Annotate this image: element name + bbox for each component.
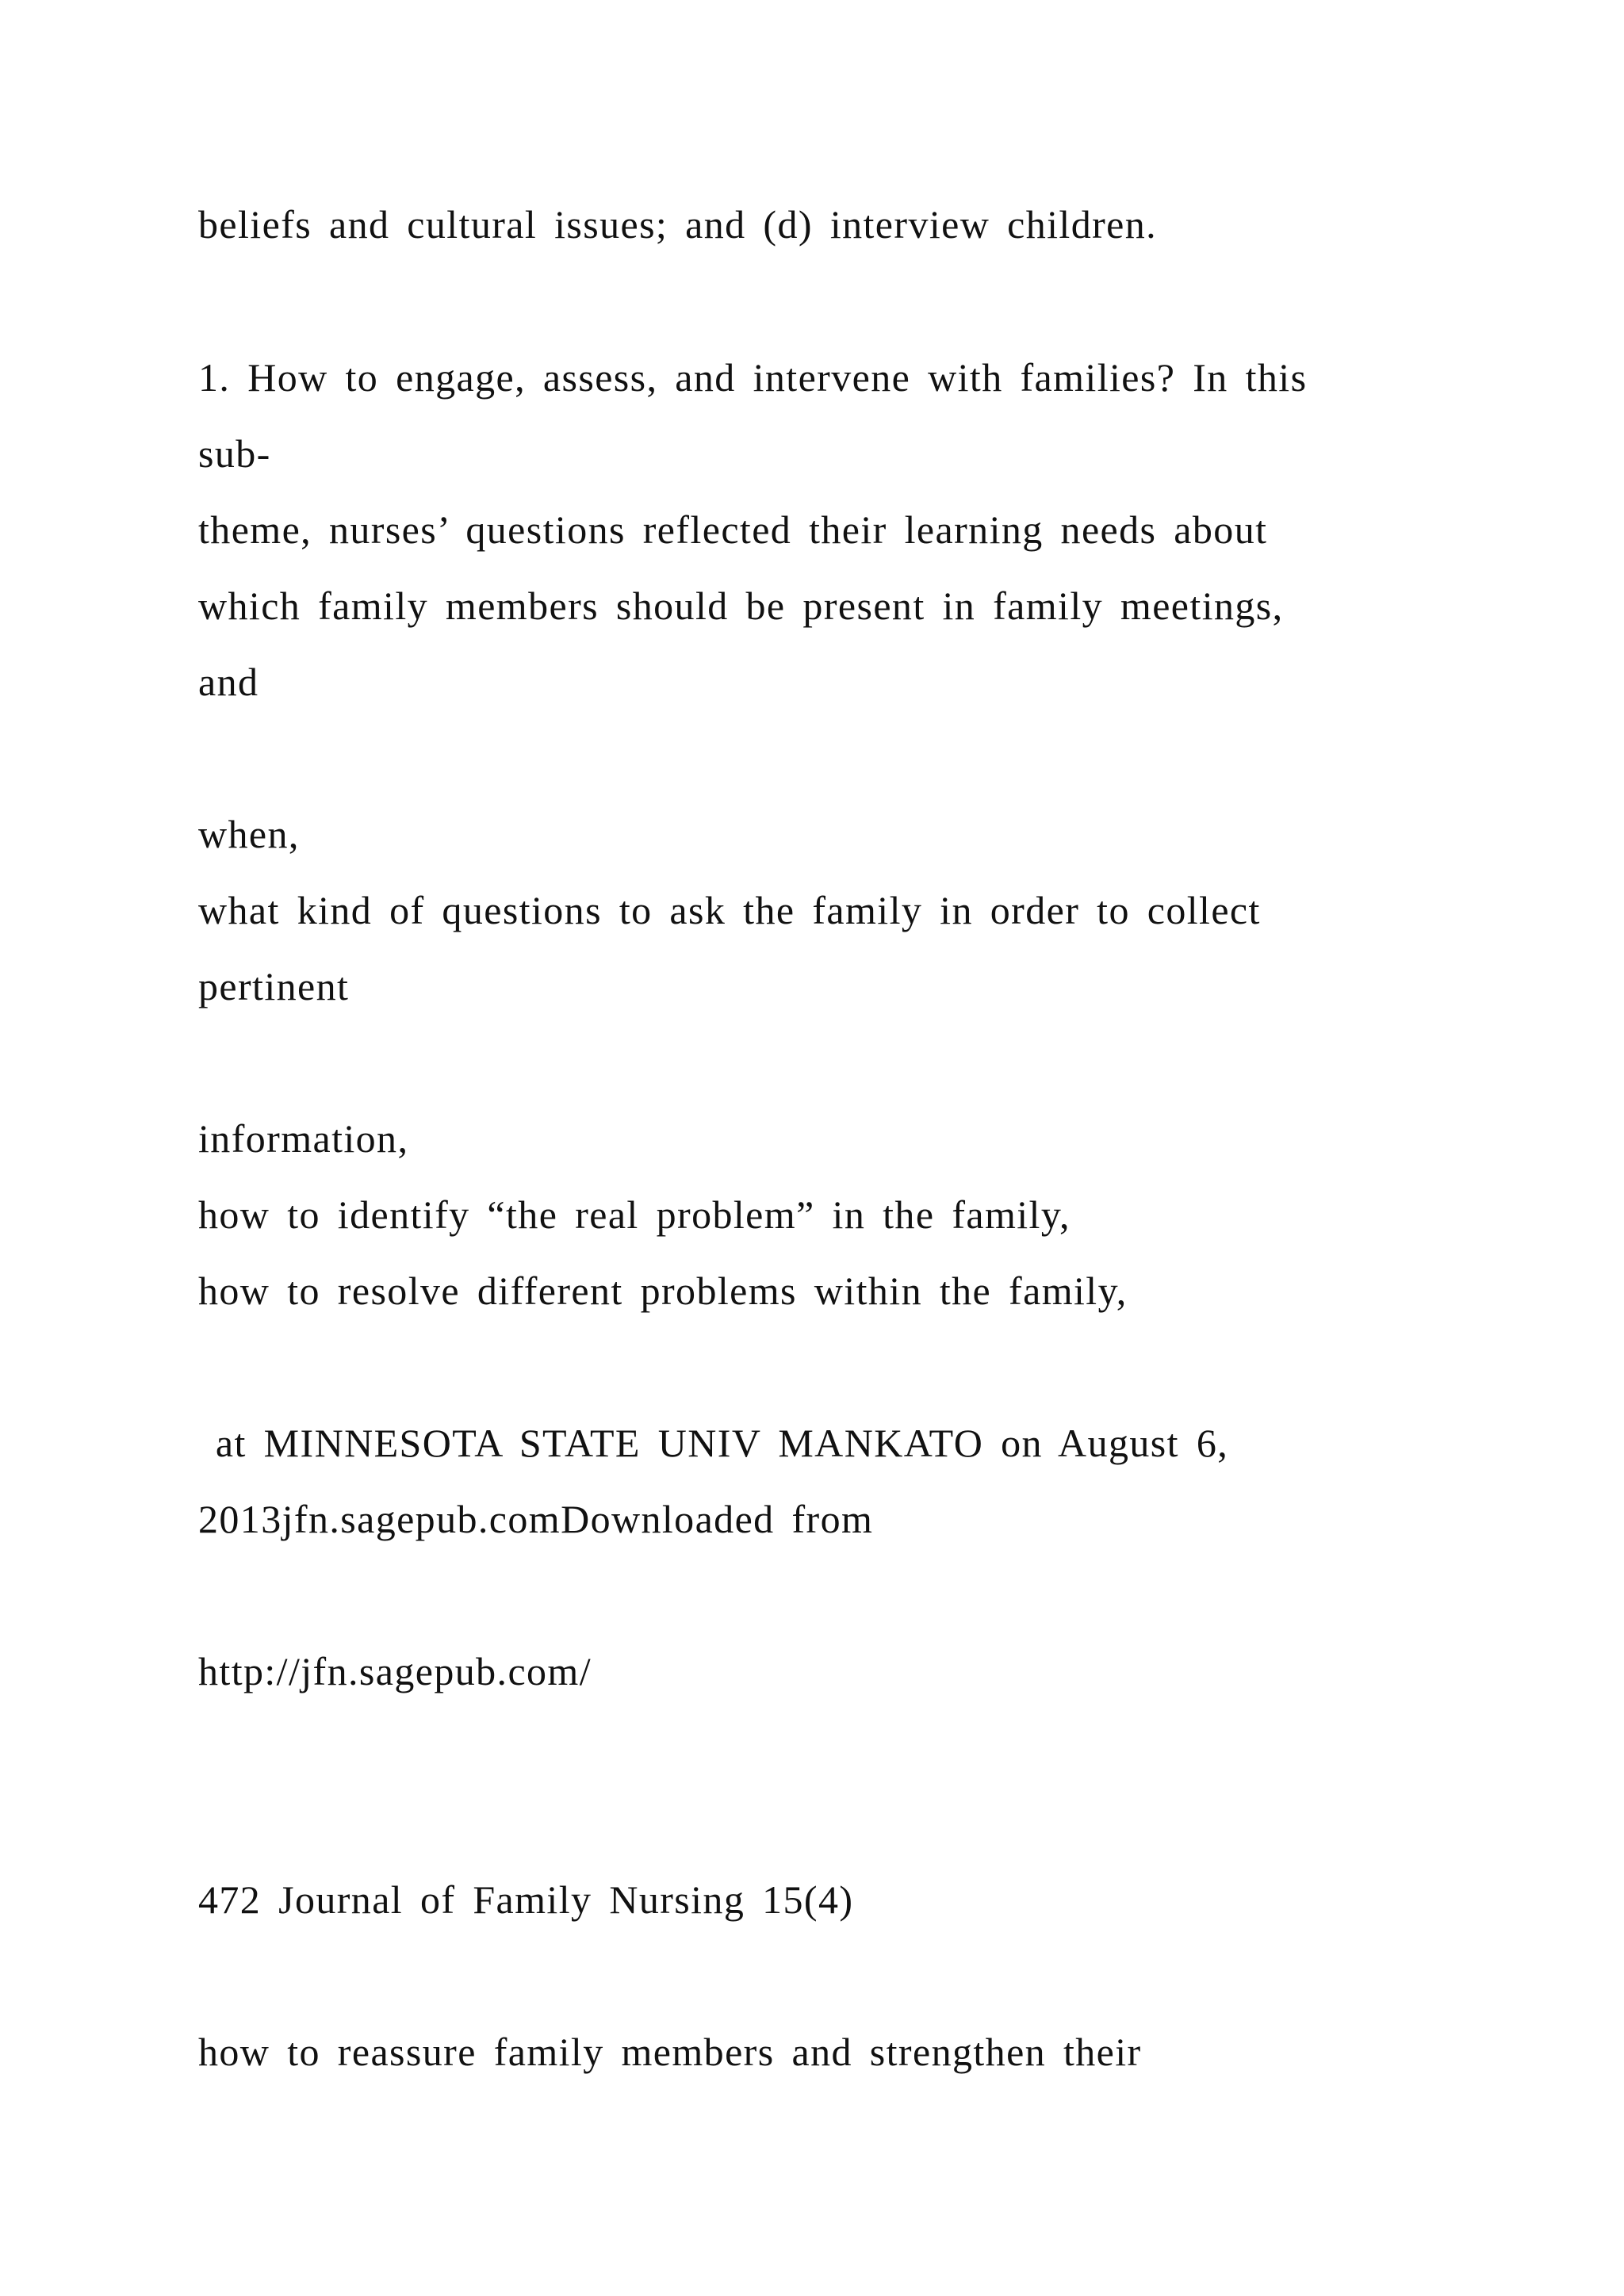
text-line: when, — [198, 812, 300, 856]
text-line: at MINNESOTA STATE UNIV MANKATO on August 6, — [198, 1421, 1229, 1465]
text-line: 1. How to engage, assess, and intervene with families? In this — [198, 355, 1308, 400]
text-line: http://jfn.sagepub.com/ — [198, 1649, 592, 1693]
text-line: how to reassure family members and strengthen their — [198, 2030, 1142, 2074]
text-line: 2013jfn.sagepub.comDownloaded from — [198, 1497, 874, 1541]
text-line: theme, nurses’ questions reflected their learning needs about — [198, 507, 1268, 552]
text-line: how to resolve different problems within the family, — [198, 1269, 1128, 1313]
text-line: what kind of questions to ask the family in order to collect — [198, 888, 1261, 932]
text-line: sub- — [198, 431, 271, 476]
text-line: pertinent — [198, 964, 350, 1008]
text-line: which family members should be present in family meetings, — [198, 584, 1284, 628]
text-line: information, — [198, 1116, 409, 1161]
text-line: beliefs and cultural issues; and (d) interview children. — [198, 202, 1158, 247]
text-line: how to identify “the real problem” in the family, — [198, 1192, 1071, 1237]
page-header: 472 Journal of Family Nursing 15(4) — [198, 1877, 854, 1922]
text-line: and — [198, 660, 259, 704]
